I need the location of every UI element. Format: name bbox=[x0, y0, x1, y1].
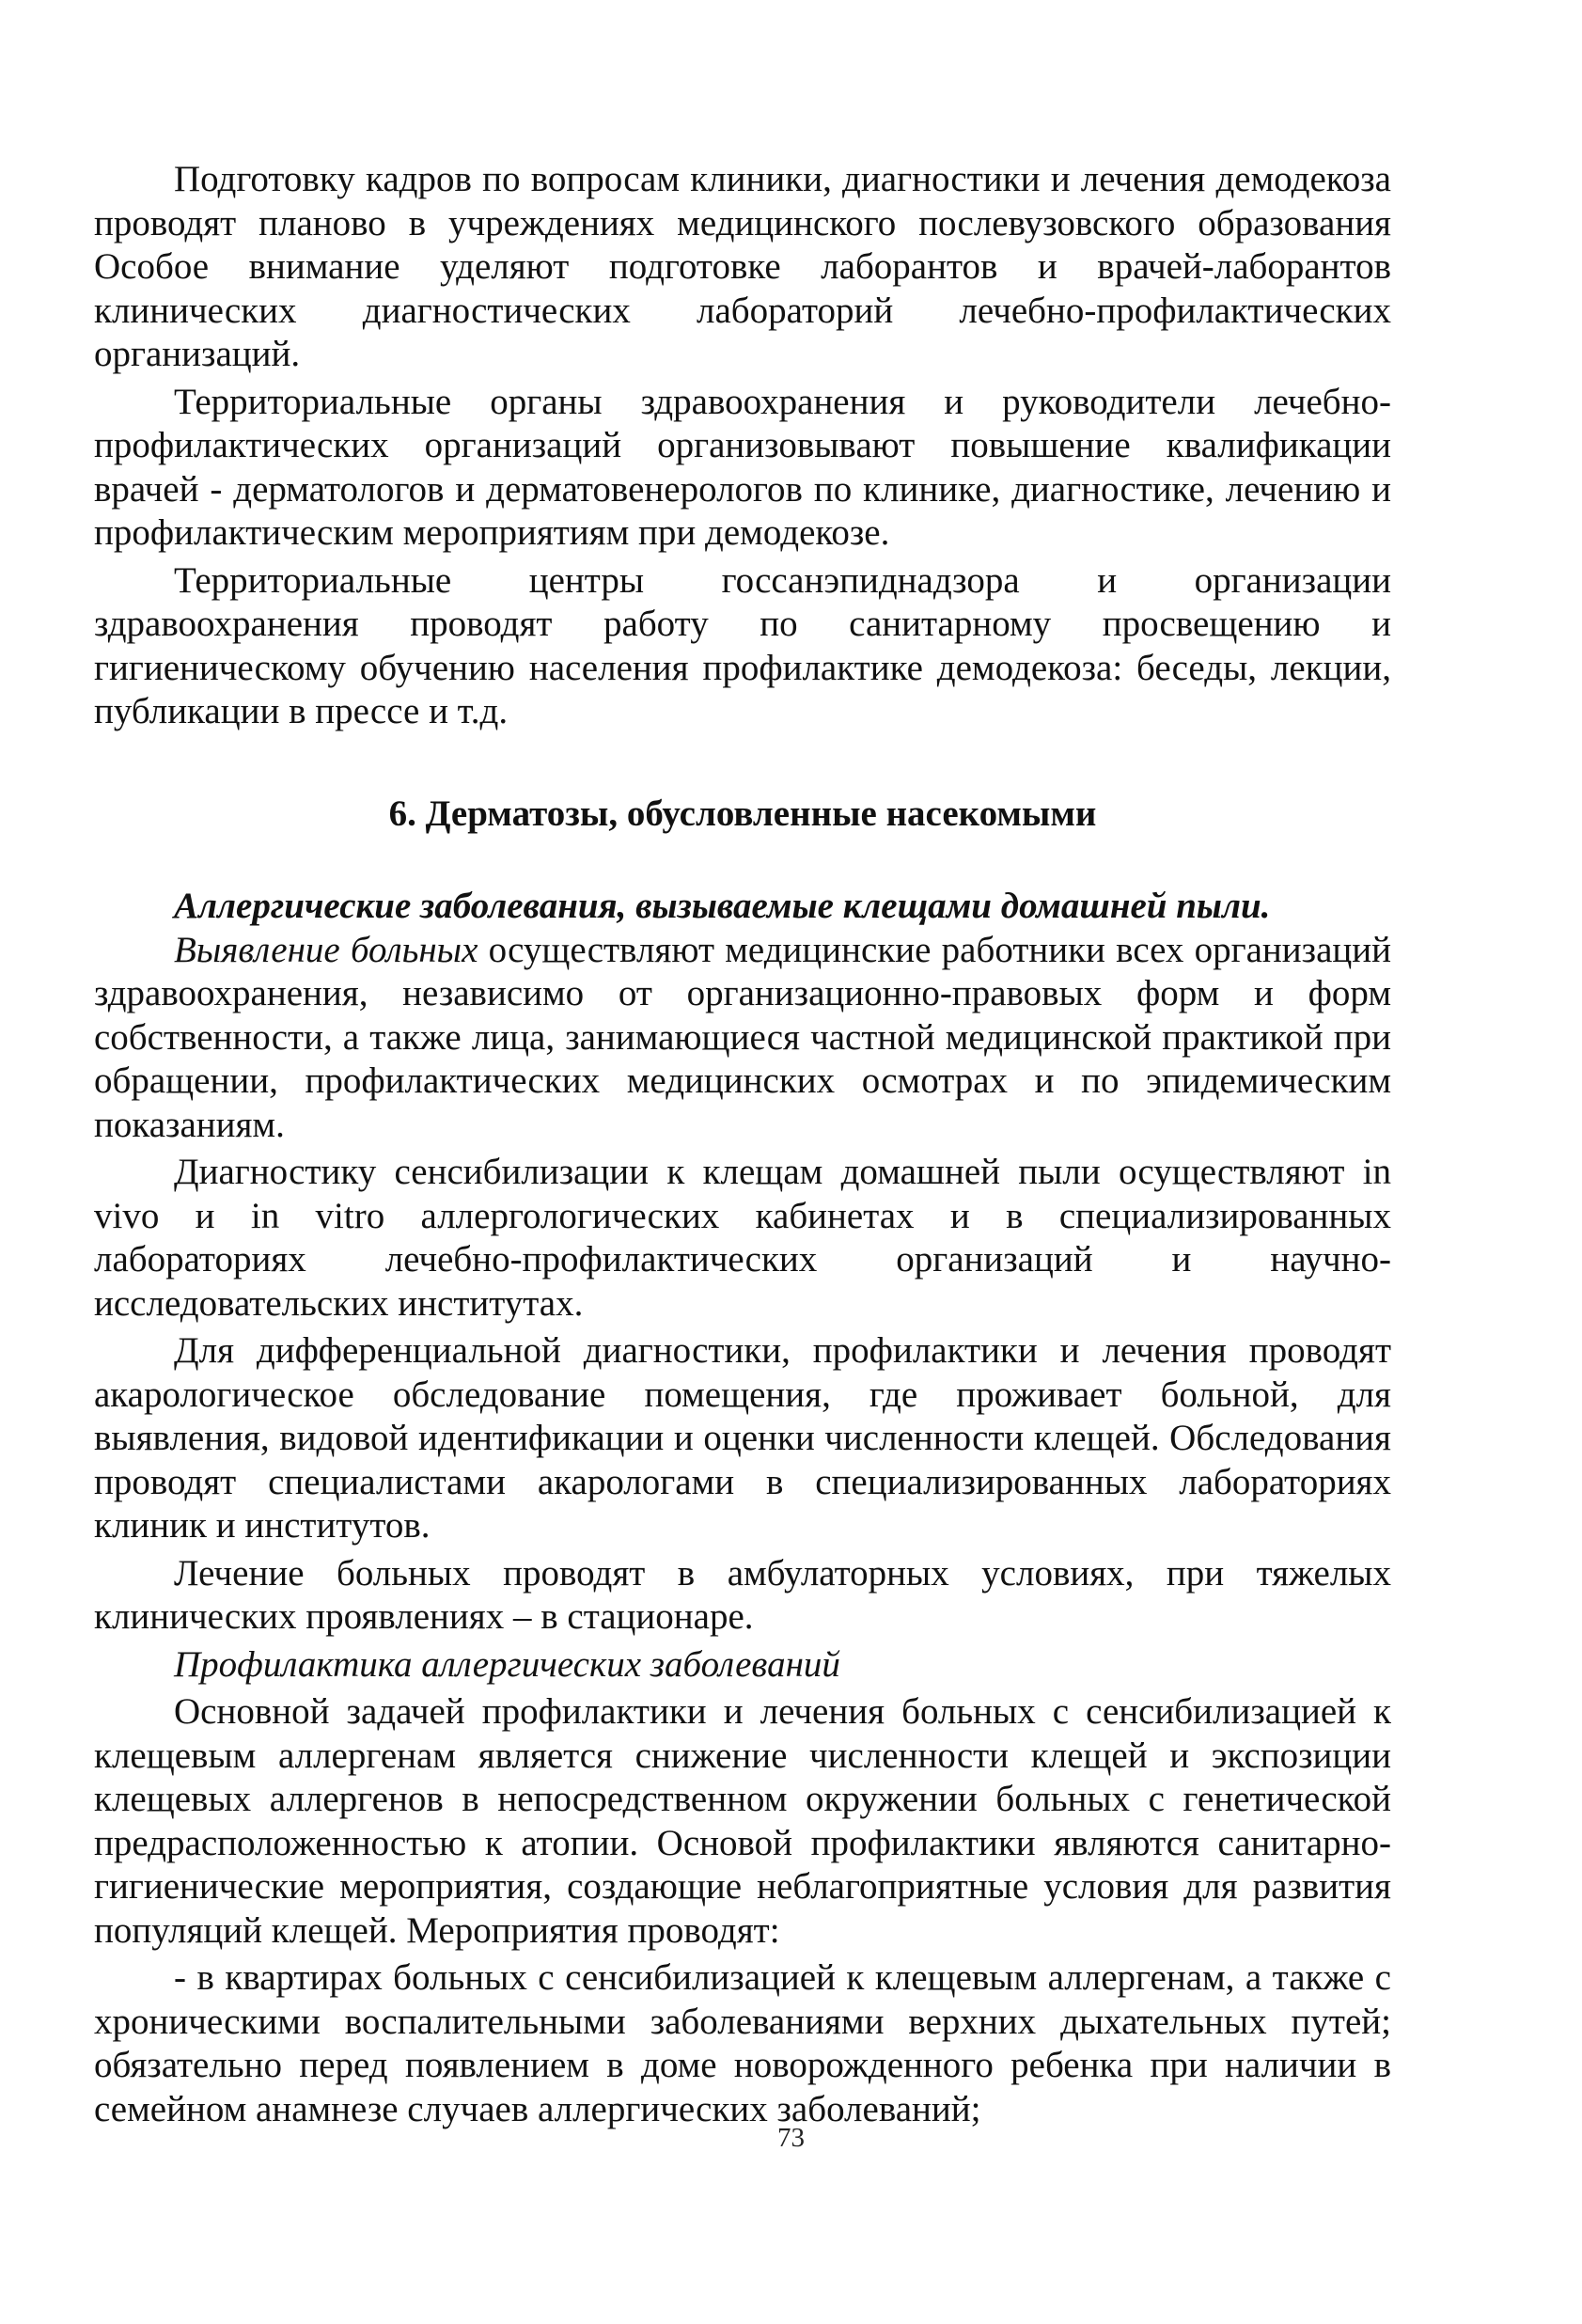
paragraph-treatment: Лечение больных проводят в амбулаторных условиях, при тяжелых клинических проявлениях – в стационаре. bbox=[94, 1552, 1391, 1637]
prevention-heading: Профилактика аллергических заболеваний bbox=[174, 1643, 840, 1685]
detection-lead: Выявление больных bbox=[174, 929, 478, 970]
paragraph-qualification: Территориальные органы здравоохранения и руководители лечебно-профилактических организаций организовывают повышение квалификации врачей - дерматологов и дерматовенерологов по клинике, диагностике, лечению и профилактическим мероприятиям при демодекозе. bbox=[94, 381, 1391, 553]
paragraph-staff-training: Подготовку кадров по вопросам клиники, диагностики и лечения демодекоза проводят планово в учреждениях медицинского послевузовского образования Особое внимание уделяют подготовке лаборантов и врачей-лаборантов клинических диагностических лабораторий лечебно-профилактических организаций. bbox=[94, 159, 1391, 374]
list-item-apartments: - в квартирах больных с сенсибилизацией к клещевым аллергенам, а также с хроническими воспалительными заболеваниями верхних дыхательных путей; обязательно перед появлением в доме новорожденного ребенка при наличии в семейном анамнезе случаев аллергических заболеваний; bbox=[94, 1957, 1391, 2129]
subsection-title: Аллергические заболевания, вызываемые клещами домашней пыли. bbox=[174, 886, 1271, 926]
paragraph-sanitary-education: Территориальные центры госсанэпиднадзора и организации здравоохранения проводят работу по санитарному просвещению и гигиеническому обучению населения профилактике демодекоза: беседы, лекции, публикации в прессе и т.д. bbox=[94, 559, 1391, 731]
paragraph-prevention-goal: Основной задачей профилактики и лечения больных с сенсибилизацией к клещевым аллергенам является снижение численности клещей и экспозиции клещевых аллергенов в непосредственном окружении больных с генетической предрасположенностью к атопии. Основой профилактики являются санитарно-гигиенические мероприятия, создающие неблагоприятные условия для развития популяций клещей. Мероприятия проводят: bbox=[94, 1691, 1391, 1951]
document-page bbox=[94, 158, 1391, 2131]
detection-text: осуществляют медицинские работники всех организаций здравоохранения, независимо от организационно-правовых форм и форм собственности, а также лица, занимающиеся частной медицинской практикой при обращении, профилактических медицинских осмотрах и по эпидемическим показаниям. bbox=[94, 929, 1391, 1145]
paragraph-detection bbox=[94, 929, 1391, 1148]
page-number: 73 bbox=[777, 2123, 805, 2153]
paragraph-acarology: Для дифференциальной диагностики, профилактики и лечения проводят акарологическое обследование помещения, где проживает больной, для выявления, видовой идентификации и оценки численности клещей. Обследования проводят специалистами акарологами в специализированных лабораториях клиник и институтов. bbox=[94, 1330, 1391, 1546]
section-title: 6. Дерматозы, обусловленные насекомыми bbox=[388, 793, 1097, 834]
paragraph-diagnostics: Диагностику сенсибилизации к клещам домашней пыли осуществляют in vivo и in vitro аллергологических кабинетах и в специализированных лабораториях лечебно-профилактических организаций и научно-исследовательских институтах. bbox=[94, 1152, 1391, 1324]
